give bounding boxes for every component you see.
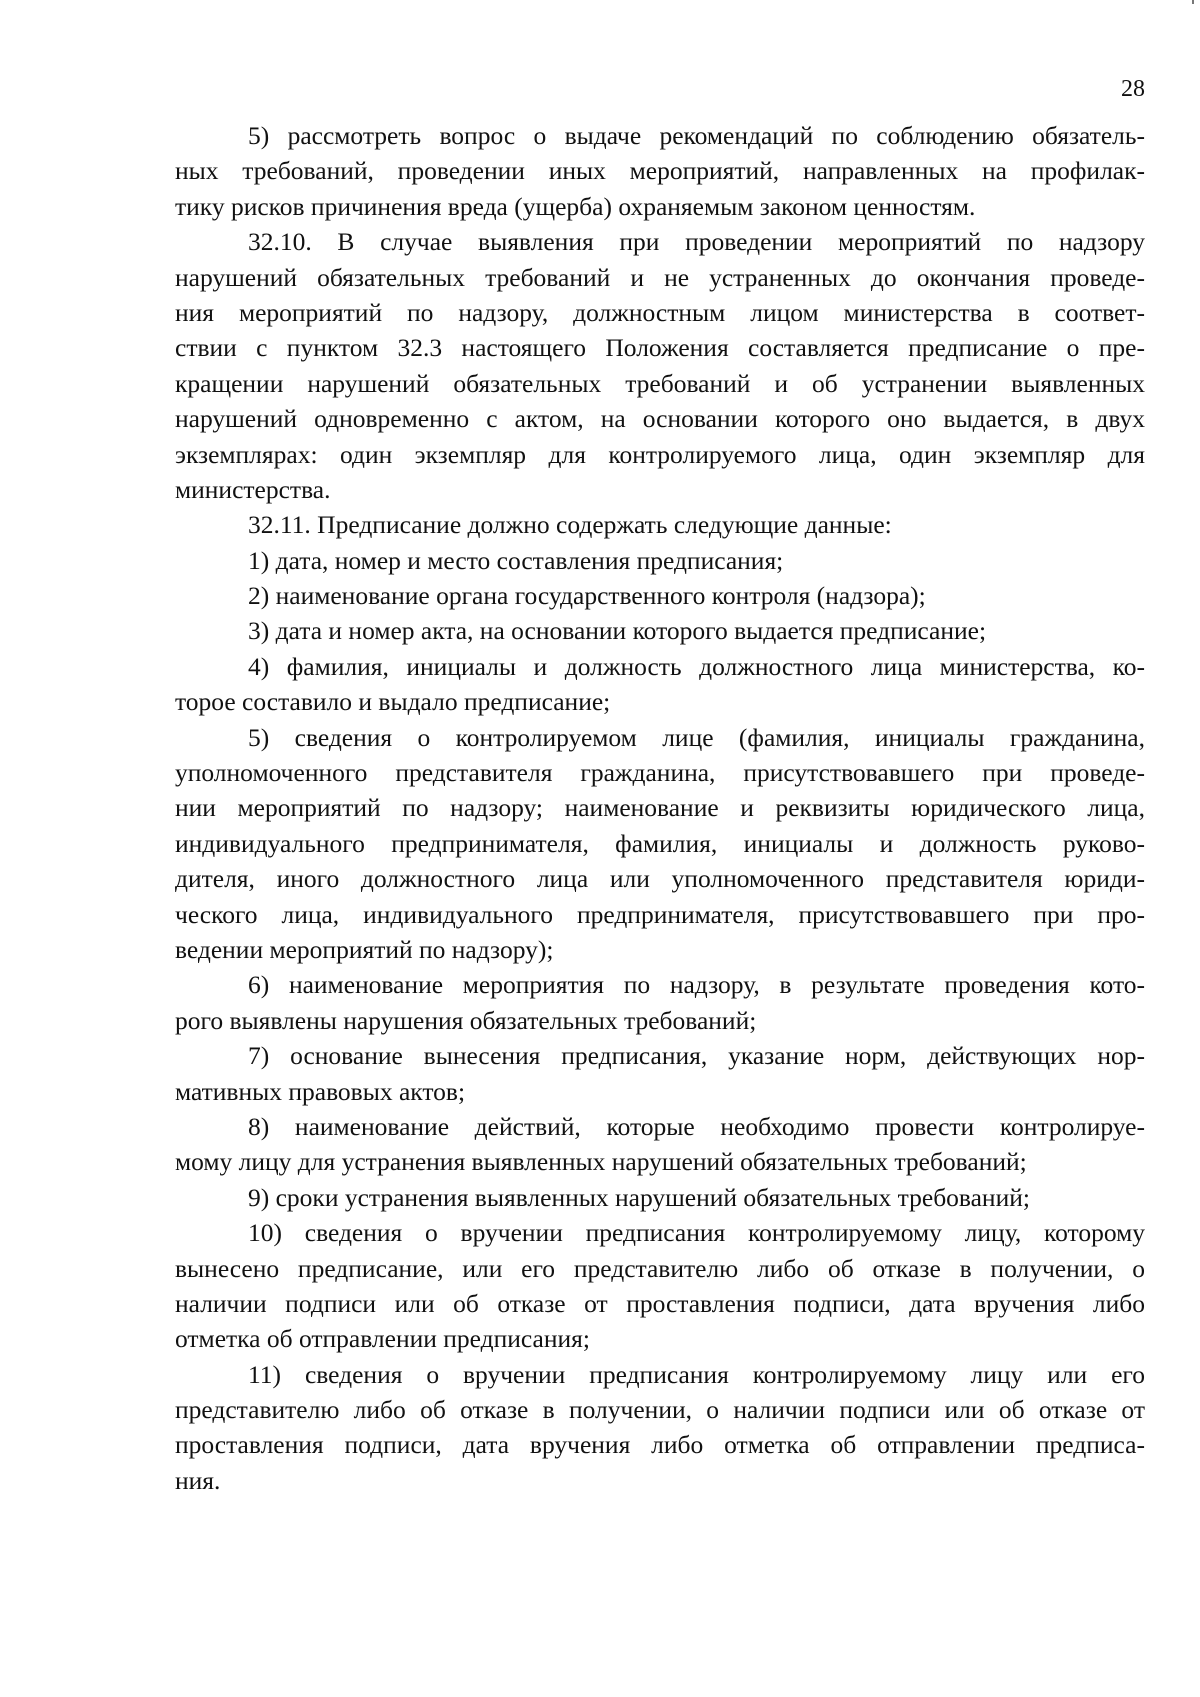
text-line: 5) сведения о контролируемом лице (фамилия, инициалы гражданина, (248, 722, 1145, 752)
text-line: 4) фамилия, инициалы и должность должностного лица министерства, ко- (248, 651, 1145, 681)
text-line: 32.10. В случае выявления при проведении мероприятий по надзору (248, 227, 1145, 257)
scan-mark (1192, 0, 1194, 4)
text-line: нарушений обязательных требований и не устраненных до окончания проведе- (175, 262, 1145, 292)
text-line: ных требований, проведении иных мероприятий, направленных на профилак- (175, 156, 1145, 186)
paragraph (175, 578, 1145, 613)
text-line: кращении нарушений обязательных требований и об устранении выявленных (175, 368, 1145, 398)
text-line: экземплярах: один экземпляр для контролируемого лица, один экземпляр для (175, 439, 1145, 469)
text-line: нарушений одновременно с актом, на основании которого оно выдается, в двух (175, 404, 1145, 434)
text-line: ведении мероприятий по надзору); (175, 934, 554, 964)
text-line: нии мероприятий по надзору; наименование и реквизиты юридического лица, (175, 793, 1145, 823)
text-line: ствии с пунктом 32.3 настоящего Положения составляется предписание о пре- (175, 333, 1145, 363)
paragraph (175, 720, 1145, 968)
text-line: представителю либо об отказе в получении, о наличии подписи или об отказе от (175, 1395, 1145, 1425)
paragraph (175, 1215, 1145, 1357)
paragraph (175, 1109, 1145, 1180)
text-line: ния мероприятий по надзору, должностным лицом министерства в соответ- (175, 297, 1145, 327)
text-line: 1) дата, номер и место составления предписания; (248, 545, 784, 575)
text-line: ческого лица, индивидуального предпринимателя, присутствовавшего при про- (175, 899, 1145, 929)
text-line: 2) наименование органа государственного контроля (надзора); (248, 581, 926, 611)
text-line: рого выявлены нарушения обязательных требований; (175, 1005, 757, 1035)
document-body (175, 118, 1145, 1498)
text-line: ния. (175, 1465, 221, 1495)
text-line: отметка об отправлении предписания; (175, 1324, 590, 1354)
text-line: мому лицу для устранения выявленных нарушений обязательных требований; (175, 1147, 1027, 1177)
paragraph (175, 1357, 1145, 1499)
text-line: дителя, иного должностного лица или уполномоченного представителя юриди- (175, 864, 1145, 894)
paragraph (175, 543, 1145, 578)
text-line: 32.11. Предписание должно содержать следующие данные: (248, 510, 892, 540)
text-line: 8) наименование действий, которые необходимо провести контролируе- (248, 1111, 1145, 1141)
paragraph (175, 649, 1145, 720)
paragraph (175, 224, 1145, 507)
paragraph (175, 507, 1145, 542)
text-line: 9) сроки устранения выявленных нарушений обязательных требований; (248, 1182, 1030, 1212)
text-line: индивидуального предпринимателя, фамилия, инициалы и должность руково- (175, 828, 1145, 858)
text-line: 7) основание вынесения предписания, указание норм, действующих нор- (248, 1041, 1145, 1071)
paragraph (175, 118, 1145, 224)
text-line: министерства. (175, 474, 331, 504)
paragraph (175, 1180, 1145, 1215)
text-line: уполномоченного представителя гражданина, присутствовавшего при проведе- (175, 758, 1145, 788)
paragraph (175, 967, 1145, 1038)
text-line: тику рисков причинения вреда (ущерба) охраняемым законом ценностям. (175, 191, 976, 221)
text-line: проставления подписи, дата вручения либо отметка об отправлении предписа- (175, 1430, 1145, 1460)
text-line: 5) рассмотреть вопрос о выдаче рекомендаций по соблюдению обязатель- (248, 121, 1145, 150)
text-line: наличии подписи или об отказе от проставления подписи, дата вручения либо (175, 1288, 1145, 1318)
text-line: вынесено предписание, или его представителю либо об отказе в получении, о (175, 1253, 1145, 1283)
text-line: 10) сведения о вручении предписания контролируемому лицу, которому (248, 1218, 1145, 1248)
text-line: 11) сведения о вручении предписания контролируемому лицу или его (248, 1359, 1145, 1389)
paragraph (175, 613, 1145, 648)
text-line: 3) дата и номер акта, на основании которого выдается предписание; (248, 616, 987, 646)
text-line: мативных правовых актов; (175, 1076, 466, 1106)
page-number: 28 (1121, 76, 1145, 102)
text-line: 6) наименование мероприятия по надзору, в результате проведения кото- (248, 970, 1145, 1000)
paragraph (175, 1038, 1145, 1109)
text-line: торое составило и выдало предписание; (175, 687, 611, 717)
